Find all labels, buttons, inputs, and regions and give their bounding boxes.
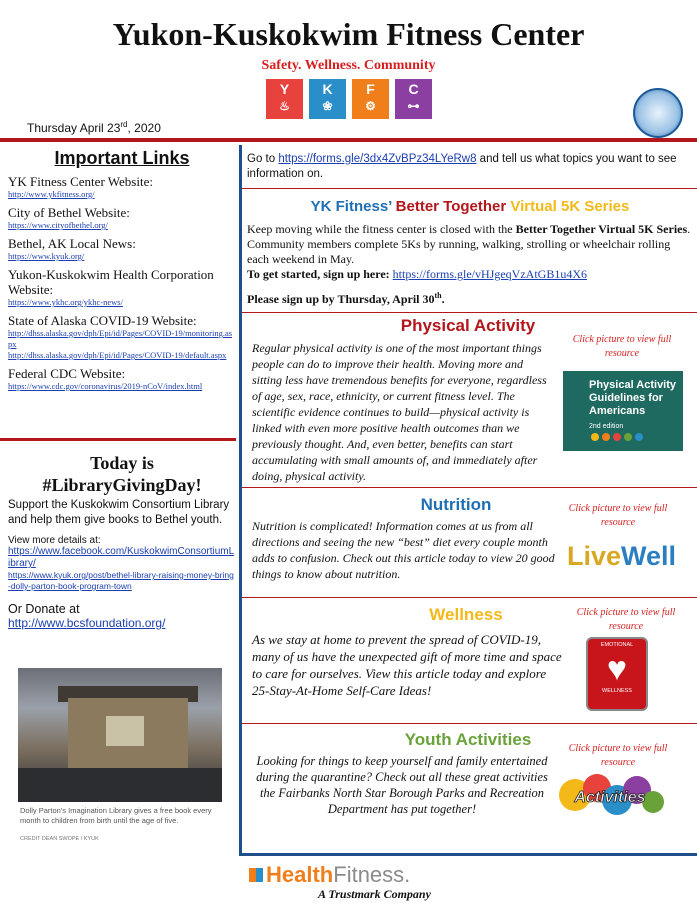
logo-tile-y [266, 79, 303, 119]
library-body: Support the Kuskokwim Consortium Library and help them give books to Bethel youth. [8, 499, 230, 526]
section-divider [242, 597, 697, 598]
guidelines-title: Physical Activity Guidelines for Americans [589, 379, 677, 417]
wellness-body: As we stay at home to prevent the spread of COVID-19, many of us have the unexpected gift of more time and space to care for ourselves. View this article today and explore 25-Stay-At-Home Self-Care Ideas! [252, 632, 562, 698]
details-label: View more details at: [8, 535, 101, 546]
important-links-panel [8, 148, 236, 392]
library-photo[interactable] [18, 668, 222, 802]
virtual-5k-title: YK Fitness’ Better Together Virtual 5K Series [310, 198, 630, 215]
guidelines-edition: 2nd edition [589, 423, 624, 430]
signup-deadline: Please sign up by Thursday, April 30th. [247, 291, 445, 306]
important-links-heading: Important Links [54, 148, 190, 168]
library-heading-line1: Today is [90, 453, 154, 473]
link-group [8, 267, 236, 308]
kyuk-library-link[interactable]: https://www.kyuk.org/post/bethel-library-raising-money-bring-dolly-parton-book-program-town [8, 570, 234, 591]
donate-label: Or Donate at [8, 602, 80, 616]
physical-activity-guidelines-image[interactable] [563, 371, 683, 451]
issue-date: Thursday April 23rd, 2020 [27, 120, 161, 135]
link-group [8, 205, 236, 231]
logo-tile-f [352, 79, 389, 119]
kyuk-link[interactable]: https://www.kyuk.org/ [8, 251, 85, 261]
youth-activities-body: Looking for things to keep yourself and family entertained during the quarantine? Check out all these great activities the Fairbanks North Star Borough Parks and Recreation Department has put together! [256, 754, 548, 816]
virtual-5k-body: Keep moving while the fitness center is closed with the Better Together Virtual 5K Series. Community members complete 5Ks by running, walking, strolling or wheelchair rolling each weekend in May. To get started, sign up here: https://forms.gle/vHJgeqVzAtGB1u4X6 [247, 222, 691, 281]
alaska-covid-default-link[interactable]: http://dhss.alaska.gov/dph/Epi/id/Pages/COVID-19/default.aspx [8, 350, 227, 360]
page-title: Yukon-Kuskokwim Fitness Center [112, 16, 585, 52]
click-picture-hint: Click picture to view full resource [576, 607, 676, 632]
physical-activity-title: Physical Activity [400, 316, 536, 335]
alaska-covid-monitoring-link[interactable]: http://dhss.alaska.gov/dph/Epi/id/Pages/COVID-19/monitoring.aspx [8, 328, 233, 349]
city-seal-icon [633, 88, 683, 138]
activities-image[interactable] [555, 770, 665, 820]
nutrition-body: Nutrition is complicated! Information comes at us from all directions and seeing the new “best” diet every couple month adds to confusion. Check out this article today to view 20 good things to know about nutrition. [252, 519, 555, 581]
section-divider [242, 312, 697, 313]
link-group [8, 174, 236, 200]
emotional-label: EMOTIONAL [600, 642, 634, 648]
ykfc-logo [266, 79, 432, 119]
click-picture-hint: Click picture to view full resource [572, 334, 672, 359]
lotus-icon: ❀ [322, 99, 333, 113]
link-label: Yukon-Kuskokwim Health Corporation Website: [8, 267, 214, 297]
cdc-link[interactable]: https://www.cdc.gov/coronavirus/2019-nCoV/index.html [8, 381, 203, 391]
wellness-title: Wellness [429, 605, 503, 624]
link-label: State of Alaska COVID-19 Website: [8, 313, 197, 328]
logo-letter: F [366, 81, 375, 97]
city-of-bethel-link[interactable]: https://www.cityofbethel.org/ [8, 220, 108, 230]
photo-credit: CREDIT DEAN SWOPE / KYUK [20, 836, 99, 842]
logo-letter: Y [279, 81, 290, 97]
youth-activities-title: Youth Activities [404, 730, 532, 749]
link-label: Bethel, AK Local News: [8, 236, 136, 251]
ykhc-link[interactable]: https://www.ykhc.org/ykhc-news/ [8, 297, 123, 307]
link-label: YK Fitness Center Website: [8, 174, 153, 189]
right-frame-left [239, 145, 242, 855]
right-frame-bottom [239, 853, 697, 856]
logo-tile-k [309, 79, 346, 119]
logo-letter: K [322, 81, 333, 97]
click-picture-hint: Click picture to view full resource [568, 743, 668, 768]
dumbbell-icon: ⊶ [407, 99, 420, 113]
activities-text: Activities [574, 789, 646, 806]
link-group [8, 236, 236, 262]
click-picture-hint: Click picture to view full resource [568, 503, 668, 528]
link-label: Federal CDC Website: [8, 366, 126, 381]
nutrition-title: Nutrition [420, 495, 492, 514]
topics-form-link[interactable]: https://forms.gle/3dx4ZvBPz34LYeRw8 [278, 153, 477, 165]
section-divider [242, 487, 697, 488]
healthfitness-logo: HealthFitness. [249, 862, 410, 888]
logo-tile-c [395, 79, 432, 119]
tagline: Safety. Wellness. Community [261, 58, 436, 73]
ykfitness-link[interactable]: http://www.ykfitness.org/ [8, 189, 95, 199]
bcs-foundation-link[interactable]: http://www.bcsfoundation.org/ [8, 616, 166, 630]
library-heading-line2: #LibraryGivingDay! [42, 475, 202, 495]
library-giving-day-panel [8, 452, 236, 630]
virtual-5k-signup-link[interactable]: https://forms.gle/vHJgeqVzAtGB1u4X6 [392, 267, 587, 281]
trustmark-tagline: A Trustmark Company [318, 887, 431, 901]
healthfitness-mark-icon [249, 868, 263, 882]
wellness-label: WELLNESS [602, 688, 632, 694]
bicycle-icon: ⚙ [365, 99, 376, 113]
facebook-library-link[interactable]: https://www.facebook.com/KuskokwimConsortiumLibrary/ [8, 546, 235, 569]
livewell-image[interactable]: LiveWell [567, 541, 677, 571]
swimmer-icon: ♨ [279, 99, 290, 113]
left-divider [0, 438, 236, 441]
section-divider [242, 188, 697, 189]
topics-intro: Go to https://forms.gle/3dx4ZvBPz34LYeRw8 and tell us what topics you want to see information on. [247, 153, 677, 180]
physical-activity-body: Regular physical activity is one of the most important things people can do to improve their health. Moving more and sitting less have tremendous benefits for everyone, regardless of age, sex, race, ethnicity, or current fitness level. The scientific evidence continues to build—physical activity is linked with even more positive health outcomes than we previously thought. And, even better, benefits can start accumulating with small amounts of, and immediately after doing, physical activity. [252, 341, 547, 483]
emotional-wellness-image[interactable] [586, 637, 648, 711]
link-label: City of Bethel Website: [8, 205, 130, 220]
photo-caption: Dolly Parton's Imagination Library gives a free book every month to children from birth until the age of five. [20, 806, 212, 825]
heart-icon: ♥ [606, 650, 628, 688]
section-divider [242, 723, 697, 724]
header-divider [0, 138, 697, 142]
logo-letter: C [408, 81, 419, 97]
link-group [8, 366, 236, 392]
link-group [8, 313, 236, 361]
